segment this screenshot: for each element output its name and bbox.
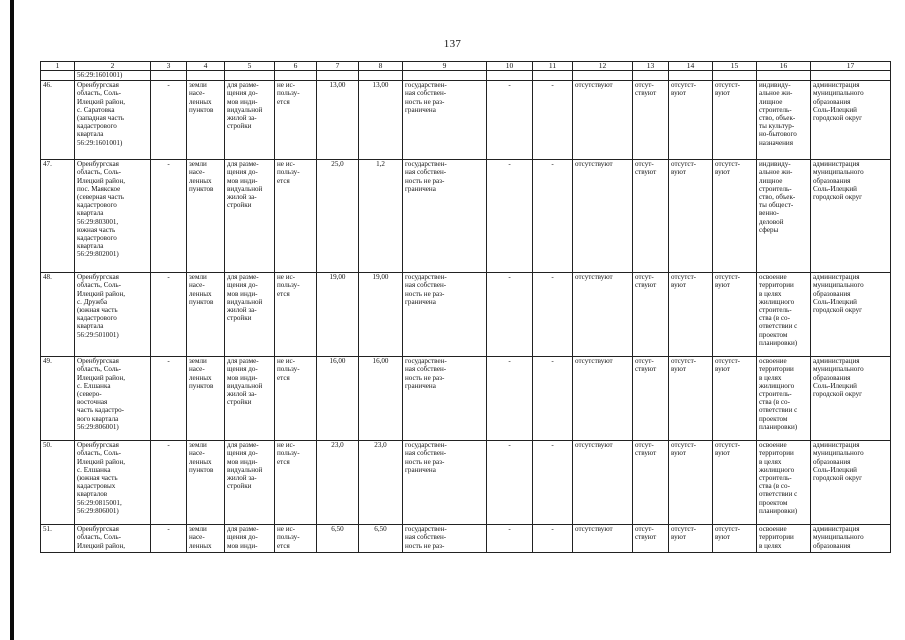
col15-cell: отсутст- вуют [713,525,757,553]
table-cell [403,71,487,81]
column-number: 13 [633,62,669,71]
administration-cell: администрация муниципального образования [811,525,891,553]
table-cell [533,71,573,81]
col10-cell: - [487,160,533,273]
purpose-cell: освоение территории в целях [757,525,811,553]
column-number: 12 [573,62,633,71]
area-cell: 13,00 [317,81,359,160]
land-category-cell: земли насе- ленных пунктов [187,81,225,160]
row-number: 46. [41,81,75,160]
use-status-cell: не ис- пользу- ется [275,81,317,160]
col10-cell: - [487,441,533,525]
administration-cell: администрация муниципального образования Соль-Илецкий городской округ [811,273,891,357]
col11-cell: - [533,81,573,160]
row-number: 49. [41,357,75,441]
carryover-row [41,71,891,81]
permitted-use-cell: для разме- щения до- мов инди- [225,525,275,553]
land-category-cell: земли насе- ленных пунктов [187,441,225,525]
row-number: 51. [41,525,75,553]
col14-cell: отсутст- вуют [669,81,713,160]
table-row [41,81,891,160]
col11-cell: - [533,273,573,357]
col13-cell: отсут- ствуют [633,81,669,160]
col13-cell: отсут- ствуют [633,441,669,525]
administration-cell: администрация муниципального образования Соль-Илецкий городской округ [811,81,891,160]
restrictions-cell: отсутствуют [573,525,633,553]
column-number: 7 [317,62,359,71]
location-cell: Оренбургская область, Соль- Илецкий район, пос. Маякское (северная часть кадастрового квартала 56:29:803001, южная часть кадастрового квартала 56:29:802001) [75,160,151,273]
administration-cell: администрация муниципального образования Соль-Илецкий городской округ [811,441,891,525]
location-cell: Оренбургская область, Соль- Илецкий район, [75,525,151,553]
col13-cell: отсут- ствуют [633,160,669,273]
col11-cell: - [533,357,573,441]
col3-cell: - [151,160,187,273]
column-number: 5 [225,62,275,71]
permitted-use-cell: для разме- щения до- мов инди- видуальной жилой за- стройки [225,273,275,357]
col14-cell: отсутст- вуют [669,441,713,525]
land-plots-table [40,61,891,553]
purpose-cell: освоение территории в целях жилищного строитель- ства (в со- ответствии с проектом планировки) [757,357,811,441]
row-number: 50. [41,441,75,525]
column-number: 14 [669,62,713,71]
page-number: 137 [443,38,462,50]
col3-cell: - [151,273,187,357]
table-cell [359,71,403,81]
column-number: 9 [403,62,487,71]
administration-cell: администрация муниципального образования Соль-Илецкий городской округ [811,160,891,273]
purpose-cell: индивиду- альное жи- лищное строитель- ство, объек- ты культур- но-бытового назначения [757,81,811,160]
location-cell: Оренбургская область, Соль- Илецкий район, с. Елшанка (северо- восточная часть кадастро- вого квартала 56:29:806001) [75,357,151,441]
area-used-cell: 23,0 [359,441,403,525]
table-cell [275,71,317,81]
col11-cell: - [533,525,573,553]
table-cell [225,71,275,81]
purpose-cell: освоение территории в целях жилищного строитель- ства (в со- ответствии с проектом планировки) [757,441,811,525]
col14-cell: отсутст- вуют [669,357,713,441]
administration-cell: администрация муниципального образования Соль-Илецкий городской округ [811,357,891,441]
page-binding-edge [10,0,14,640]
table-cell [187,71,225,81]
col14-cell: отсутст- вуют [669,273,713,357]
restrictions-cell: отсутствуют [573,273,633,357]
col11-cell: - [533,441,573,525]
col3-cell: - [151,357,187,441]
area-cell: 23,0 [317,441,359,525]
land-category-cell: земли насе- ленных пунктов [187,273,225,357]
permitted-use-cell: для разме- щения до- мов инди- видуальной жилой за- стройки [225,160,275,273]
col15-cell: отсутст- вуют [713,441,757,525]
col15-cell: отсутст- вуют [713,81,757,160]
column-number: 8 [359,62,403,71]
col3-cell: - [151,441,187,525]
location-cell: Оренбургская область, Соль- Илецкий район, с. Дружба (южная часть кадастрового квартала 56:29:501001) [75,273,151,357]
table-cell [487,71,533,81]
col13-cell: отсут- ствуют [633,525,669,553]
area-used-cell: 1,2 [359,160,403,273]
ownership-cell: государствен- ная собствен- ность не раз- [403,525,487,553]
column-number: 4 [187,62,225,71]
restrictions-cell: отсутствуют [573,81,633,160]
area-used-cell: 16,00 [359,357,403,441]
col10-cell: - [487,273,533,357]
col10-cell: - [487,357,533,441]
table-cell: 56:29:1601001) [75,71,151,81]
ownership-cell: государствен- ная собствен- ность не раз- граничена [403,81,487,160]
table-cell [41,71,75,81]
ownership-cell: государствен- ная собствен- ность не раз- граничена [403,357,487,441]
column-number-row [41,62,891,71]
table-cell [669,71,713,81]
purpose-cell: освоение территории в целях жилищного строитель- ства (в со- ответствии с проектом планировки) [757,273,811,357]
permitted-use-cell: для разме- щения до- мов инди- видуальной жилой за- стройки [225,441,275,525]
column-number: 15 [713,62,757,71]
permitted-use-cell: для разме- щения до- мов инди- видуальной жилой за- стройки [225,81,275,160]
restrictions-cell: отсутствуют [573,160,633,273]
ownership-cell: государствен- ная собствен- ность не раз- граничена [403,160,487,273]
use-status-cell: не ис- пользу- ется [275,525,317,553]
area-cell: 25,0 [317,160,359,273]
col10-cell: - [487,525,533,553]
table-row [41,525,891,553]
col15-cell: отсутст- вуют [713,357,757,441]
table-cell [757,71,811,81]
purpose-cell: индивиду- альное жи- лищное строитель- ство, объек- ты общест- венно- деловой сферы [757,160,811,273]
column-number: 16 [757,62,811,71]
table-cell [317,71,359,81]
table-cell [573,71,633,81]
location-cell: Оренбургская область, Соль- Илецкий район, с. Саратовка (западная часть кадастрового квартала 56:29:1601001) [75,81,151,160]
column-number: 10 [487,62,533,71]
col14-cell: отсутст- вуют [669,160,713,273]
restrictions-cell: отсутствуют [573,357,633,441]
use-status-cell: не ис- пользу- ется [275,441,317,525]
table-cell [811,71,891,81]
column-number: 17 [811,62,891,71]
column-number: 2 [75,62,151,71]
land-category-cell: земли насе- ленных пунктов [187,160,225,273]
ownership-cell: государствен- ная собствен- ность не раз- граничена [403,441,487,525]
use-status-cell: не ис- пользу- ется [275,273,317,357]
table-row [41,441,891,525]
restrictions-cell: отсутствуют [573,441,633,525]
row-number: 47. [41,160,75,273]
row-number: 48. [41,273,75,357]
col3-cell: - [151,81,187,160]
col15-cell: отсутст- вуют [713,273,757,357]
area-used-cell: 13,00 [359,81,403,160]
column-number: 6 [275,62,317,71]
table-row [41,273,891,357]
col13-cell: отсут- ствуют [633,357,669,441]
area-cell: 6,50 [317,525,359,553]
col13-cell: отсут- ствуют [633,273,669,357]
area-cell: 19,00 [317,273,359,357]
col15-cell: отсутст- вуют [713,160,757,273]
col10-cell: - [487,81,533,160]
table-row [41,357,891,441]
area-cell: 16,00 [317,357,359,441]
permitted-use-cell: для разме- щения до- мов инди- видуальной жилой за- стройки [225,357,275,441]
column-number: 1 [41,62,75,71]
table-cell [713,71,757,81]
use-status-cell: не ис- пользу- ется [275,160,317,273]
use-status-cell: не ис- пользу- ется [275,357,317,441]
column-number: 11 [533,62,573,71]
column-number: 3 [151,62,187,71]
area-used-cell: 6,50 [359,525,403,553]
table-row [41,160,891,273]
land-category-cell: земли насе- ленных [187,525,225,553]
land-category-cell: земли насе- ленных пунктов [187,357,225,441]
ownership-cell: государствен- ная собствен- ность не раз- граничена [403,273,487,357]
table-cell [151,71,187,81]
col14-cell: отсутст- вуют [669,525,713,553]
col11-cell: - [533,160,573,273]
area-used-cell: 19,00 [359,273,403,357]
table-cell [633,71,669,81]
location-cell: Оренбургская область, Соль- Илецкий район, с. Елшанка (южная часть кадастровых кварталов 56:29:0815001, 56:29:806001) [75,441,151,525]
col3-cell: - [151,525,187,553]
